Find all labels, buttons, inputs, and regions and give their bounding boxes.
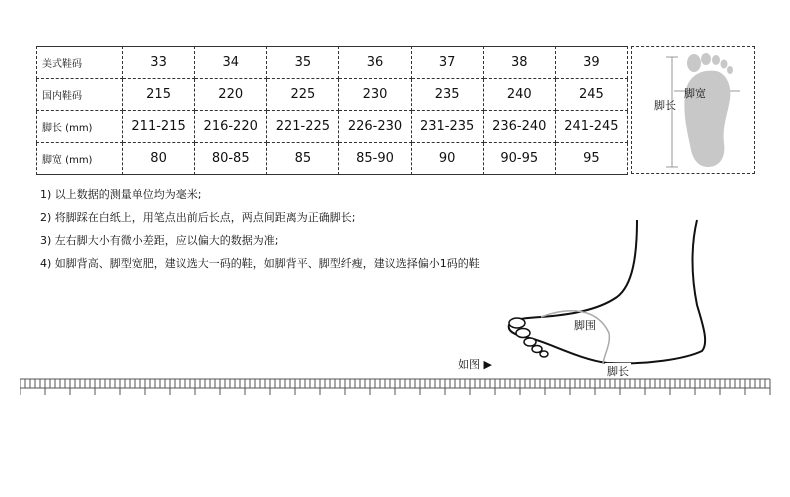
row-label: 脚长 (mm) (37, 111, 123, 143)
size-cell: 80 (123, 143, 195, 175)
size-cell: 33 (123, 47, 195, 79)
size-cell: 85 (267, 143, 339, 175)
note-3: 3) 左右脚大小有微小差距，应以偏大的数据为准; (40, 234, 279, 247)
size-cell: 38 (483, 47, 555, 79)
size-cell: 39 (555, 47, 627, 79)
size-cell: 37 (411, 47, 483, 79)
size-cell: 90 (411, 143, 483, 175)
ruler (20, 378, 772, 398)
see-figure-label: 如图 ▶ (458, 358, 492, 371)
size-table-row (37, 79, 628, 111)
size-table (36, 46, 628, 175)
foot-width-label: 脚宽 (684, 87, 706, 100)
size-cell: 226-230 (339, 111, 411, 143)
size-cell: 95 (555, 143, 627, 175)
row-label: 国内鞋码 (37, 79, 123, 111)
size-cell: 240 (483, 79, 555, 111)
size-cell: 221-225 (267, 111, 339, 143)
size-cell: 220 (195, 79, 267, 111)
size-cell: 211-215 (123, 111, 195, 143)
illustration-length-label: 脚长 (607, 365, 629, 378)
footprint-icon (632, 47, 756, 175)
size-table-row (37, 143, 628, 175)
size-cell: 241-245 (555, 111, 627, 143)
size-cell: 236-240 (483, 111, 555, 143)
size-table-row (37, 111, 628, 143)
table-bottom-border (36, 174, 628, 175)
size-cell: 80-85 (195, 143, 267, 175)
size-cell: 215 (123, 79, 195, 111)
table-top-border (36, 46, 628, 47)
row-label: 脚宽 (mm) (37, 143, 123, 175)
foot-side-illustration (497, 215, 712, 365)
size-cell: 36 (339, 47, 411, 79)
note-4: 4) 如脚背高、脚型宽肥，建议选大一码的鞋，如脚背平、脚型纤瘦，建议选择偏小1码的鞋 (40, 257, 480, 270)
size-cell: 216-220 (195, 111, 267, 143)
size-cell: 230 (339, 79, 411, 111)
size-cell: 225 (267, 79, 339, 111)
size-cell: 34 (195, 47, 267, 79)
size-cell: 235 (411, 79, 483, 111)
size-table-row (37, 47, 628, 79)
size-cell: 245 (555, 79, 627, 111)
measurement-notes (40, 183, 480, 275)
size-cell: 85-90 (339, 143, 411, 175)
note-2: 2) 将脚踩在白纸上，用笔点出前后长点，两点间距离为正确脚长; (40, 211, 356, 224)
note-1: 1) 以上数据的测量单位均为毫米; (40, 188, 202, 201)
foot-girth-label: 脚围 (574, 319, 596, 332)
size-cell: 90-95 (483, 143, 555, 175)
size-cell: 231-235 (411, 111, 483, 143)
row-label: 美式鞋码 (37, 47, 123, 79)
foot-diagram-box (631, 46, 755, 174)
foot-length-label: 脚长 (654, 99, 676, 112)
size-cell: 35 (267, 47, 339, 79)
